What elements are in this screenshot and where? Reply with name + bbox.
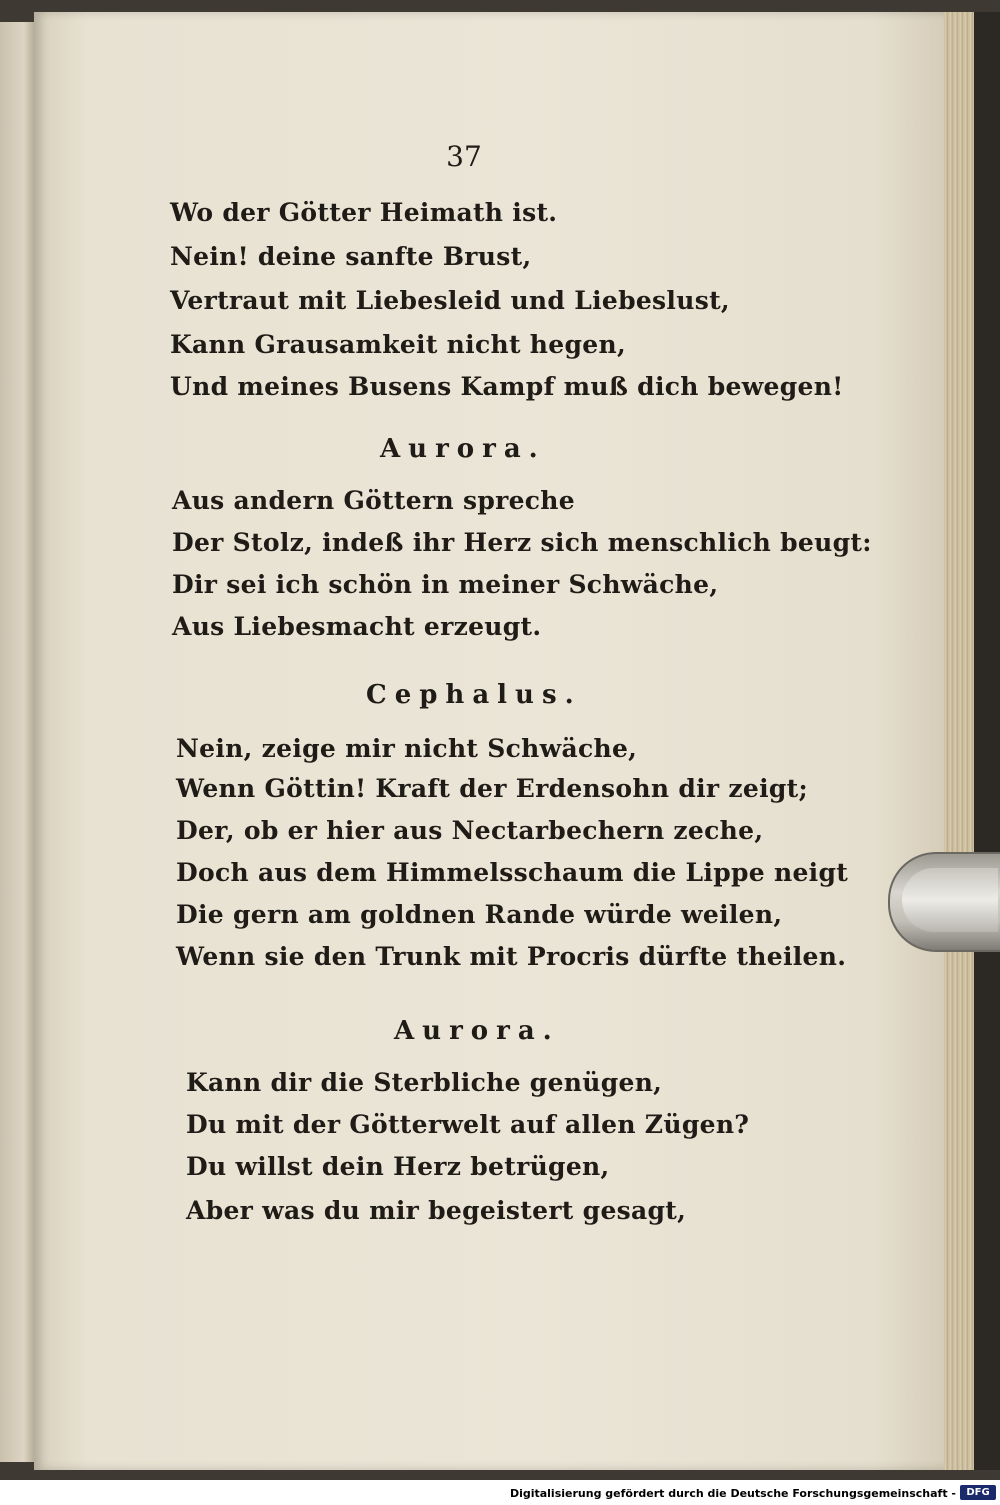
verse-line: Der, ob er hier aus Nectarbechern zeche, [176,816,764,845]
book-page [34,12,946,1470]
footer-bar [0,1480,1000,1505]
verse-line: Aus andern Göttern spreche [172,486,575,515]
verse-line: Du mit der Götterwelt auf allen Zügen? [186,1110,750,1139]
verse-line: Der Stolz, indeß ihr Herz sich menschlich beugt: [172,528,872,557]
dfg-logo: DFG [960,1485,996,1500]
verse-line: Wenn sie den Trunk mit Procris dürfte theilen. [176,942,847,971]
speaker-heading: Aurora. [394,1016,560,1046]
funding-notice: Digitalisierung gefördert durch die Deutsche Forschungsgemeinschaft - [509,1487,956,1500]
verse-line: Wenn Göttin! Kraft der Erdensohn dir zeigt; [176,774,809,803]
speaker-heading: Aurora. [380,434,546,464]
page-text [34,12,946,1470]
verse-line: Nein, zeige mir nicht Schwäche, [176,734,638,763]
page-stack-edges [944,12,974,1470]
verse-line: Du willst dein Herz betrügen, [186,1152,610,1181]
page-number: 37 [446,140,482,173]
verse-line: Kann Grausamkeit nicht hegen, [170,330,626,359]
book-clip [888,852,1000,952]
verse-line: Aus Liebesmacht erzeugt. [172,612,542,641]
verse-line: Kann dir die Sterbliche genügen, [186,1068,663,1097]
verse-line: Die gern am goldnen Rande würde weilen, [176,900,783,929]
verse-line: Vertraut mit Liebesleid und Liebeslust, [170,286,730,315]
left-page-edge [0,22,34,1462]
verse-line: Wo der Götter Heimath ist. [170,198,558,227]
verse-line: Dir sei ich schön in meiner Schwäche, [172,570,719,599]
speaker-heading: Cephalus. [366,680,582,710]
verse-line: Doch aus dem Himmelsschaum die Lippe neigt [176,858,849,887]
verse-line: Nein! deine sanfte Brust, [170,242,532,271]
verse-line: Und meines Busens Kampf muß dich bewegen! [170,372,844,401]
verse-line: Aber was du mir begeistert gesagt, [186,1196,687,1225]
